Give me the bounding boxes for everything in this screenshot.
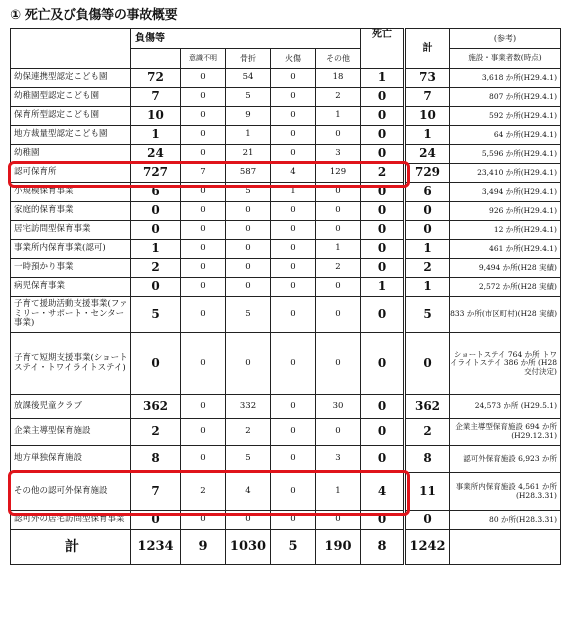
row-name: 小規模保育事業: [11, 183, 131, 202]
cell-injury: 24: [131, 145, 181, 164]
cell-death: 0: [361, 511, 405, 530]
cell-fracture: 1: [226, 126, 271, 145]
table-row: [11, 395, 561, 419]
cell-fracture: 0: [226, 202, 271, 221]
cell-unconscious: 0: [181, 221, 226, 240]
cell-unconscious: 0: [181, 202, 226, 221]
cell-unconscious: 0: [181, 297, 226, 333]
cell-fracture: 0: [226, 221, 271, 240]
cell-injury: 1: [131, 126, 181, 145]
cell-fracture: 0: [226, 259, 271, 278]
cell-ref: 926 か所(H29.4.1): [450, 202, 561, 221]
cell-total: 2: [405, 419, 450, 446]
cell-unconscious: 0: [181, 333, 226, 395]
cell-injury: 362: [131, 395, 181, 419]
row-name: 地方単独保育施設: [11, 446, 131, 473]
table-row: [11, 446, 561, 473]
table-row: [11, 419, 561, 446]
cell-burn: 0: [271, 473, 316, 511]
cell-injury: 0: [131, 221, 181, 240]
cell-death: 2: [361, 164, 405, 183]
cell-ref: 24,573 か所 (H29.5.1): [450, 395, 561, 419]
cell-total: 5: [405, 297, 450, 333]
cell-burn: 0: [271, 202, 316, 221]
cell-unconscious: 0: [181, 446, 226, 473]
totals-ref: [450, 530, 561, 565]
cell-death: 0: [361, 202, 405, 221]
cell-burn: 0: [271, 221, 316, 240]
cell-other: 0: [316, 511, 361, 530]
cell-unconscious: 7: [181, 164, 226, 183]
table-row: [11, 164, 561, 183]
header-blank: [11, 29, 131, 69]
cell-total: 729: [405, 164, 450, 183]
cell-ref: 833 か所(市区町村)(H28 実績): [450, 297, 561, 333]
cell-ref: 3,618 か所(H29.4.1): [450, 69, 561, 88]
cell-ref: 2,572 か所(H28 実績): [450, 278, 561, 297]
cell-other: 1: [316, 473, 361, 511]
row-name: 家庭的保育事業: [11, 202, 131, 221]
cell-total: 24: [405, 145, 450, 164]
cell-death: 0: [361, 107, 405, 126]
cell-total: 0: [405, 511, 450, 530]
cell-ref: 9,494 か所(H28 実績): [450, 259, 561, 278]
cell-burn: 0: [271, 88, 316, 107]
cell-burn: 0: [271, 107, 316, 126]
cell-burn: 0: [271, 333, 316, 395]
cell-death: 0: [361, 240, 405, 259]
cell-unconscious: 0: [181, 511, 226, 530]
cell-fracture: 4: [226, 473, 271, 511]
cell-other: 2: [316, 259, 361, 278]
cell-unconscious: 0: [181, 69, 226, 88]
cell-other: 0: [316, 221, 361, 240]
cell-fracture: 0: [226, 240, 271, 259]
header-reference: (参考): [450, 29, 561, 49]
cell-other: 30: [316, 395, 361, 419]
cell-injury: 8: [131, 446, 181, 473]
table-row: [11, 183, 561, 202]
cell-other: 0: [316, 297, 361, 333]
row-name: 放課後児童クラブ: [11, 395, 131, 419]
cell-total: 1: [405, 126, 450, 145]
cell-other: 0: [316, 126, 361, 145]
table-row: [11, 88, 561, 107]
cell-unconscious: 0: [181, 419, 226, 446]
cell-death: 0: [361, 221, 405, 240]
header-injury: 負傷等: [131, 29, 361, 49]
cell-injury: 0: [131, 333, 181, 395]
accident-summary-table: [10, 28, 561, 565]
cell-burn: 0: [271, 419, 316, 446]
cell-ref: 5,596 か所(H29.4.1): [450, 145, 561, 164]
cell-death: 0: [361, 183, 405, 202]
cell-total: 1: [405, 240, 450, 259]
cell-injury: 6: [131, 183, 181, 202]
table-row: [11, 333, 561, 395]
cell-ref: ショートステイ 764 か所 トワイライトステイ 386 か所 (H28 交付決定): [450, 333, 561, 395]
table-row: [11, 259, 561, 278]
row-name: 企業主導型保育施設: [11, 419, 131, 446]
cell-ref: 23,410 か所(H29.4.1): [450, 164, 561, 183]
cell-ref: 3,494 か所(H29.4.1): [450, 183, 561, 202]
row-name: 子育て短期支援事業(ショートステイ・トワイライトステイ): [11, 333, 131, 395]
totals-death: 8: [361, 530, 405, 565]
table-row: [11, 69, 561, 88]
header-facility-count: 施設・事業者数(時点): [450, 49, 561, 69]
totals-unconscious: 9: [181, 530, 226, 565]
cell-fracture: 0: [226, 278, 271, 297]
cell-burn: 0: [271, 446, 316, 473]
cell-injury: 7: [131, 473, 181, 511]
cell-death: 1: [361, 69, 405, 88]
header-fracture: 骨折: [226, 49, 271, 69]
cell-unconscious: 0: [181, 259, 226, 278]
cell-injury: 5: [131, 297, 181, 333]
cell-death: 0: [361, 333, 405, 395]
cell-total: 73: [405, 69, 450, 88]
cell-death: 0: [361, 259, 405, 278]
cell-total: 362: [405, 395, 450, 419]
cell-fracture: 9: [226, 107, 271, 126]
table-row: [11, 126, 561, 145]
header-burn: 火傷: [271, 49, 316, 69]
cell-fracture: 0: [226, 511, 271, 530]
cell-burn: 0: [271, 511, 316, 530]
table-row: [11, 511, 561, 530]
cell-ref: 12 か所(H29.4.1): [450, 221, 561, 240]
header-sub-injury: [131, 49, 181, 69]
row-name: 保育所型認定こども園: [11, 107, 131, 126]
cell-injury: 0: [131, 511, 181, 530]
cell-fracture: 332: [226, 395, 271, 419]
cell-total: 10: [405, 107, 450, 126]
cell-injury: 0: [131, 278, 181, 297]
cell-burn: 0: [271, 126, 316, 145]
cell-unconscious: 0: [181, 126, 226, 145]
cell-ref: 461 か所(H29.4.1): [450, 240, 561, 259]
row-name: 一時預かり事業: [11, 259, 131, 278]
cell-other: 0: [316, 278, 361, 297]
section-title: ① 死亡及び負傷等の事故概要: [10, 8, 178, 23]
cell-other: 129: [316, 164, 361, 183]
cell-injury: 7: [131, 88, 181, 107]
cell-total: 1: [405, 278, 450, 297]
cell-unconscious: 2: [181, 473, 226, 511]
header-total: 計: [405, 29, 450, 69]
table-row: [11, 278, 561, 297]
cell-death: 0: [361, 446, 405, 473]
cell-injury: 2: [131, 259, 181, 278]
cell-other: 0: [316, 419, 361, 446]
cell-death: 1: [361, 278, 405, 297]
row-name: 病児保育事業: [11, 278, 131, 297]
row-name: 地方裁量型認定こども園: [11, 126, 131, 145]
cell-ref: 64 か所(H29.4.1): [450, 126, 561, 145]
cell-death: 4: [361, 473, 405, 511]
cell-ref: 認可外保育施設 6,923 か所: [450, 446, 561, 473]
totals-other: 190: [316, 530, 361, 565]
cell-total: 7: [405, 88, 450, 107]
totals-row: [11, 530, 561, 565]
totals-fracture: 1030: [226, 530, 271, 565]
cell-other: 1: [316, 240, 361, 259]
cell-other: 2: [316, 88, 361, 107]
cell-other: 3: [316, 446, 361, 473]
cell-injury: 0: [131, 202, 181, 221]
cell-death: 0: [361, 145, 405, 164]
cell-ref: 80 か所(H28.3.31): [450, 511, 561, 530]
cell-total: 0: [405, 333, 450, 395]
row-name: 認可外の居宅訪問型保育事業: [11, 511, 131, 530]
cell-fracture: 0: [226, 333, 271, 395]
cell-total: 6: [405, 183, 450, 202]
cell-injury: 727: [131, 164, 181, 183]
cell-other: 18: [316, 69, 361, 88]
cell-death: 0: [361, 419, 405, 446]
cell-burn: 0: [271, 259, 316, 278]
cell-injury: 1: [131, 240, 181, 259]
cell-total: 8: [405, 446, 450, 473]
cell-burn: 0: [271, 278, 316, 297]
cell-burn: 0: [271, 297, 316, 333]
row-name: その他の認可外保育施設: [11, 473, 131, 511]
cell-death: 0: [361, 297, 405, 333]
cell-unconscious: 0: [181, 88, 226, 107]
table-row: [11, 297, 561, 333]
row-name: 子育て援助活動支援事業(ファミリー・サポート・センター事業): [11, 297, 131, 333]
header-death: 死亡: [361, 29, 405, 69]
cell-fracture: 5: [226, 88, 271, 107]
cell-burn: 0: [271, 240, 316, 259]
cell-death: 0: [361, 88, 405, 107]
header-other: その他: [316, 49, 361, 69]
totals-injury: 1234: [131, 530, 181, 565]
cell-injury: 72: [131, 69, 181, 88]
cell-burn: 0: [271, 69, 316, 88]
cell-fracture: 5: [226, 297, 271, 333]
cell-other: 3: [316, 145, 361, 164]
cell-ref: 807 か所(H29.4.1): [450, 88, 561, 107]
cell-ref: 事業所内保育施設 4,561 か所 (H28.3.31): [450, 473, 561, 511]
cell-ref: 592 か所(H29.4.1): [450, 107, 561, 126]
cell-unconscious: 0: [181, 107, 226, 126]
cell-total: 2: [405, 259, 450, 278]
cell-unconscious: 0: [181, 395, 226, 419]
cell-unconscious: 0: [181, 183, 226, 202]
table-row: [11, 202, 561, 221]
row-name: 事業所内保育事業(認可): [11, 240, 131, 259]
cell-burn: 0: [271, 395, 316, 419]
cell-total: 11: [405, 473, 450, 511]
cell-fracture: 54: [226, 69, 271, 88]
cell-other: 0: [316, 333, 361, 395]
row-name: 幼保連携型認定こども園: [11, 69, 131, 88]
totals-burn: 5: [271, 530, 316, 565]
cell-death: 0: [361, 395, 405, 419]
table-row: [11, 221, 561, 240]
table-row: [11, 145, 561, 164]
cell-injury: 2: [131, 419, 181, 446]
cell-ref: 企業主導型保育施設 694 か所(H29.12.31): [450, 419, 561, 446]
cell-other: 1: [316, 107, 361, 126]
cell-other: 0: [316, 202, 361, 221]
row-name: 幼稚園: [11, 145, 131, 164]
cell-unconscious: 0: [181, 145, 226, 164]
row-name: 幼稚園型認定こども園: [11, 88, 131, 107]
cell-injury: 10: [131, 107, 181, 126]
row-name: 認可保育所: [11, 164, 131, 183]
cell-total: 0: [405, 202, 450, 221]
cell-burn: 4: [271, 164, 316, 183]
cell-unconscious: 0: [181, 278, 226, 297]
cell-burn: 0: [271, 145, 316, 164]
totals-total: 1242: [405, 530, 450, 565]
table-row: [11, 240, 561, 259]
row-name: 居宅訪問型保育事業: [11, 221, 131, 240]
cell-fracture: 2: [226, 419, 271, 446]
cell-unconscious: 0: [181, 240, 226, 259]
cell-burn: 1: [271, 183, 316, 202]
cell-total: 0: [405, 221, 450, 240]
totals-label: 計: [11, 530, 131, 565]
cell-fracture: 587: [226, 164, 271, 183]
cell-fracture: 21: [226, 145, 271, 164]
header-unconscious: 意識不明: [181, 49, 226, 69]
cell-other: 0: [316, 183, 361, 202]
cell-fracture: 5: [226, 183, 271, 202]
cell-fracture: 5: [226, 446, 271, 473]
cell-death: 0: [361, 126, 405, 145]
table-row: [11, 473, 561, 511]
table-row: [11, 107, 561, 126]
